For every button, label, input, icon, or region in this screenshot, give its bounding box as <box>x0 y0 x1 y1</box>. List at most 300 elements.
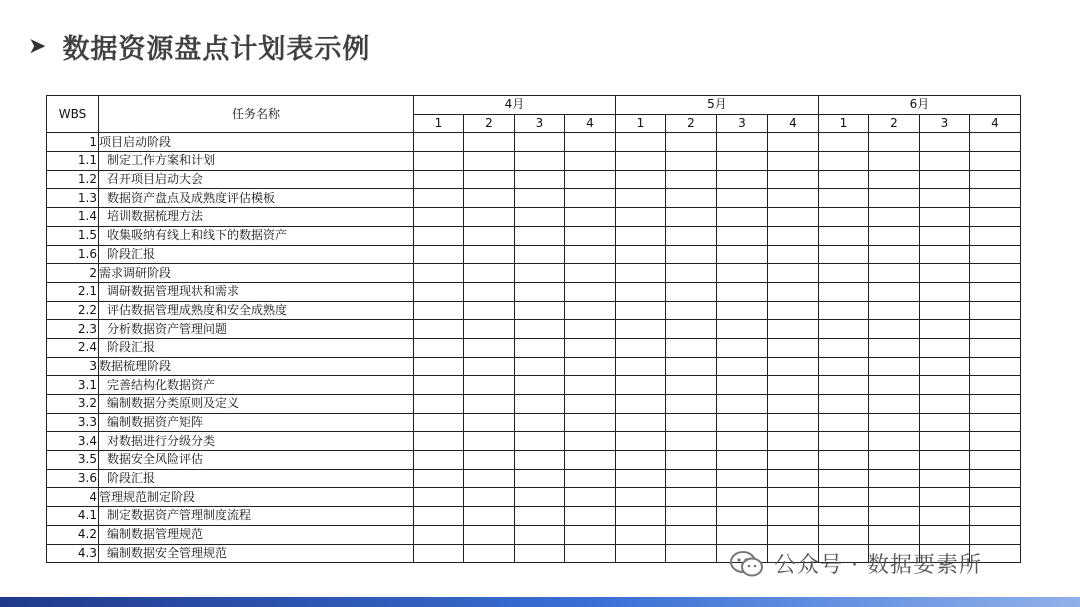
schedule-cell <box>565 282 616 301</box>
schedule-cell <box>920 395 970 414</box>
schedule-cell <box>565 133 616 152</box>
table-row <box>47 338 1021 357</box>
schedule-cell <box>616 525 666 544</box>
schedule-cell <box>616 226 666 245</box>
schedule-cell <box>717 301 768 320</box>
week-header: 2 <box>666 114 717 133</box>
schedule-cell <box>565 152 616 171</box>
schedule-cell <box>515 170 565 189</box>
schedule-cell <box>768 245 819 264</box>
week-header: 3 <box>717 114 768 133</box>
table-row <box>47 320 1021 339</box>
header-task-name: 任务名称 <box>99 96 414 133</box>
schedule-cell <box>717 208 768 227</box>
schedule-cell <box>616 376 666 395</box>
schedule-cell <box>970 264 1021 283</box>
schedule-cell <box>970 301 1021 320</box>
task-name-cell: 对数据进行分级分类 <box>99 432 414 451</box>
schedule-cell <box>565 208 616 227</box>
schedule-cell <box>414 413 464 432</box>
schedule-cell <box>515 208 565 227</box>
wbs-cell: 3.6 <box>47 469 99 488</box>
table-row <box>47 413 1021 432</box>
schedule-cell <box>666 282 717 301</box>
wbs-cell: 3.1 <box>47 376 99 395</box>
schedule-cell <box>414 469 464 488</box>
schedule-cell <box>414 189 464 208</box>
wbs-cell: 2.4 <box>47 338 99 357</box>
schedule-cell <box>768 320 819 339</box>
schedule-cell <box>616 451 666 470</box>
schedule-cell <box>768 170 819 189</box>
schedule-cell <box>515 395 565 414</box>
schedule-cell <box>717 320 768 339</box>
schedule-cell <box>970 451 1021 470</box>
schedule-cell <box>414 357 464 376</box>
schedule-cell <box>464 413 515 432</box>
table-row <box>47 282 1021 301</box>
schedule-cell <box>970 413 1021 432</box>
header-month-may: 5月 <box>616 96 819 115</box>
schedule-cell <box>666 544 717 563</box>
schedule-cell <box>819 525 869 544</box>
schedule-cell <box>565 189 616 208</box>
schedule-cell <box>970 133 1021 152</box>
schedule-cell <box>869 413 920 432</box>
schedule-cell <box>970 189 1021 208</box>
table-row <box>47 133 1021 152</box>
schedule-cell <box>717 376 768 395</box>
task-name-cell: 调研数据管理现状和需求 <box>99 282 414 301</box>
schedule-cell <box>515 301 565 320</box>
schedule-cell <box>666 525 717 544</box>
schedule-cell <box>666 152 717 171</box>
table-row <box>47 357 1021 376</box>
schedule-cell <box>768 208 819 227</box>
schedule-cell <box>515 488 565 507</box>
schedule-cell <box>970 208 1021 227</box>
header-month-apr: 4月 <box>414 96 616 115</box>
schedule-cell <box>970 245 1021 264</box>
schedule-cell <box>464 507 515 526</box>
schedule-cell <box>768 432 819 451</box>
week-header: 4 <box>970 114 1021 133</box>
schedule-cell <box>768 507 819 526</box>
schedule-cell <box>768 301 819 320</box>
schedule-cell <box>666 357 717 376</box>
schedule-cell <box>970 376 1021 395</box>
task-name-cell: 收集吸纳有线上和线下的数据资产 <box>99 226 414 245</box>
schedule-cell <box>515 338 565 357</box>
schedule-cell <box>515 376 565 395</box>
schedule-cell <box>970 282 1021 301</box>
schedule-cell <box>819 395 869 414</box>
schedule-cell <box>869 245 920 264</box>
schedule-cell <box>920 376 970 395</box>
schedule-cell <box>414 376 464 395</box>
watermark <box>730 548 982 579</box>
schedule-cell <box>869 488 920 507</box>
task-name-cell: 数据资产盘点及成熟度评估模板 <box>99 189 414 208</box>
schedule-cell <box>768 525 819 544</box>
table-row <box>47 488 1021 507</box>
schedule-cell <box>819 152 869 171</box>
schedule-cell <box>464 357 515 376</box>
schedule-cell <box>768 357 819 376</box>
schedule-cell <box>515 507 565 526</box>
schedule-cell <box>970 338 1021 357</box>
schedule-cell <box>414 152 464 171</box>
schedule-cell <box>768 133 819 152</box>
schedule-cell <box>666 432 717 451</box>
schedule-cell <box>414 320 464 339</box>
task-name-cell: 完善结构化数据资产 <box>99 376 414 395</box>
schedule-cell <box>414 507 464 526</box>
schedule-cell <box>869 170 920 189</box>
schedule-cell <box>819 208 869 227</box>
schedule-cell <box>414 170 464 189</box>
schedule-cell <box>717 338 768 357</box>
wbs-cell: 2.1 <box>47 282 99 301</box>
schedule-cell <box>970 525 1021 544</box>
schedule-cell <box>819 413 869 432</box>
table-row <box>47 451 1021 470</box>
schedule-cell <box>717 488 768 507</box>
schedule-cell <box>414 451 464 470</box>
schedule-cell <box>717 226 768 245</box>
schedule-cell <box>869 152 920 171</box>
schedule-cell <box>768 395 819 414</box>
schedule-cell <box>515 357 565 376</box>
schedule-cell <box>768 152 819 171</box>
schedule-cell <box>616 208 666 227</box>
schedule-cell <box>717 152 768 171</box>
schedule-cell <box>464 376 515 395</box>
schedule-cell <box>515 133 565 152</box>
schedule-cell <box>666 189 717 208</box>
schedule-cell <box>565 226 616 245</box>
schedule-cell <box>717 395 768 414</box>
schedule-cell <box>565 395 616 414</box>
table-row <box>47 469 1021 488</box>
schedule-cell <box>616 245 666 264</box>
schedule-cell <box>414 208 464 227</box>
wbs-cell: 4.3 <box>47 544 99 563</box>
schedule-cell <box>616 189 666 208</box>
schedule-cell <box>515 544 565 563</box>
schedule-cell <box>414 338 464 357</box>
schedule-cell <box>464 395 515 414</box>
schedule-cell <box>869 320 920 339</box>
schedule-cell <box>717 507 768 526</box>
arrow-bullet-icon: ➤ <box>28 33 47 59</box>
table-row <box>47 525 1021 544</box>
schedule-cell <box>464 320 515 339</box>
schedule-cell <box>565 488 616 507</box>
schedule-cell <box>768 488 819 507</box>
schedule-cell <box>515 525 565 544</box>
schedule-cell <box>666 395 717 414</box>
task-name-cell: 编制数据安全管理规范 <box>99 544 414 563</box>
schedule-cell <box>464 469 515 488</box>
schedule-cell <box>920 133 970 152</box>
schedule-cell <box>616 320 666 339</box>
schedule-cell <box>970 170 1021 189</box>
week-header: 3 <box>515 114 565 133</box>
wbs-cell: 1.1 <box>47 152 99 171</box>
schedule-cell <box>768 376 819 395</box>
schedule-cell <box>717 432 768 451</box>
schedule-cell <box>616 152 666 171</box>
table-row <box>47 376 1021 395</box>
plan-table-body <box>47 133 1021 563</box>
schedule-cell <box>920 264 970 283</box>
schedule-cell <box>970 488 1021 507</box>
schedule-cell <box>515 432 565 451</box>
schedule-cell <box>869 357 920 376</box>
schedule-cell <box>414 544 464 563</box>
schedule-cell <box>565 357 616 376</box>
schedule-cell <box>616 507 666 526</box>
task-name-cell: 评估数据管理成熟度和安全成熟度 <box>99 301 414 320</box>
task-name-cell: 编制数据管理规范 <box>99 525 414 544</box>
schedule-cell <box>464 152 515 171</box>
schedule-cell <box>464 208 515 227</box>
week-header: 2 <box>869 114 920 133</box>
table-row <box>47 432 1021 451</box>
wbs-cell: 3 <box>47 357 99 376</box>
schedule-cell <box>920 170 970 189</box>
schedule-cell <box>920 208 970 227</box>
schedule-cell <box>616 282 666 301</box>
task-name-cell: 制定工作方案和计划 <box>99 152 414 171</box>
schedule-cell <box>768 413 819 432</box>
schedule-cell <box>920 152 970 171</box>
schedule-cell <box>565 469 616 488</box>
schedule-cell <box>717 264 768 283</box>
wbs-cell: 3.4 <box>47 432 99 451</box>
schedule-cell <box>920 488 970 507</box>
schedule-cell <box>869 525 920 544</box>
schedule-cell <box>464 525 515 544</box>
wbs-cell: 3.5 <box>47 451 99 470</box>
schedule-cell <box>515 245 565 264</box>
schedule-cell <box>616 469 666 488</box>
schedule-cell <box>666 245 717 264</box>
schedule-cell <box>970 507 1021 526</box>
schedule-cell <box>920 189 970 208</box>
schedule-cell <box>768 451 819 470</box>
schedule-cell <box>515 320 565 339</box>
schedule-cell <box>666 320 717 339</box>
task-name-cell: 分析数据资产管理问题 <box>99 320 414 339</box>
schedule-cell <box>616 133 666 152</box>
schedule-cell <box>565 451 616 470</box>
task-name-cell: 培训数据梳理方法 <box>99 208 414 227</box>
schedule-cell <box>717 451 768 470</box>
wbs-cell: 1.5 <box>47 226 99 245</box>
wbs-cell: 1.2 <box>47 170 99 189</box>
week-header: 3 <box>920 114 970 133</box>
schedule-cell <box>464 282 515 301</box>
schedule-cell <box>414 525 464 544</box>
schedule-cell <box>869 301 920 320</box>
week-header: 4 <box>565 114 616 133</box>
table-row <box>47 245 1021 264</box>
schedule-cell <box>819 282 869 301</box>
schedule-cell <box>920 357 970 376</box>
task-name-cell: 编制数据资产矩阵 <box>99 413 414 432</box>
schedule-cell <box>869 189 920 208</box>
wbs-cell: 3.2 <box>47 395 99 414</box>
schedule-cell <box>920 301 970 320</box>
schedule-cell <box>970 320 1021 339</box>
schedule-cell <box>666 226 717 245</box>
schedule-cell <box>920 413 970 432</box>
schedule-cell <box>869 395 920 414</box>
schedule-cell <box>717 282 768 301</box>
schedule-cell <box>666 338 717 357</box>
schedule-cell <box>464 189 515 208</box>
schedule-cell <box>869 376 920 395</box>
schedule-cell <box>768 264 819 283</box>
schedule-cell <box>515 189 565 208</box>
wbs-cell: 2.3 <box>47 320 99 339</box>
schedule-cell <box>616 357 666 376</box>
schedule-cell <box>970 226 1021 245</box>
schedule-cell <box>717 170 768 189</box>
schedule-cell <box>414 432 464 451</box>
schedule-cell <box>768 469 819 488</box>
table-row <box>47 208 1021 227</box>
schedule-cell <box>565 507 616 526</box>
schedule-cell <box>666 413 717 432</box>
title-bar <box>28 26 370 66</box>
schedule-cell <box>565 264 616 283</box>
schedule-cell <box>414 245 464 264</box>
schedule-cell <box>515 152 565 171</box>
schedule-cell <box>515 282 565 301</box>
wbs-cell: 3.3 <box>47 413 99 432</box>
schedule-cell <box>819 451 869 470</box>
schedule-cell <box>616 301 666 320</box>
week-header: 1 <box>414 114 464 133</box>
schedule-cell <box>464 451 515 470</box>
schedule-cell <box>920 525 970 544</box>
schedule-cell <box>464 432 515 451</box>
schedule-cell <box>464 544 515 563</box>
schedule-cell <box>819 507 869 526</box>
table-row <box>47 264 1021 283</box>
task-name-cell: 数据梳理阶段 <box>99 357 414 376</box>
watermark-text: 公众号 · 数据要素所 <box>774 553 982 578</box>
schedule-cell <box>768 338 819 357</box>
schedule-cell <box>920 432 970 451</box>
schedule-cell <box>717 413 768 432</box>
schedule-cell <box>869 264 920 283</box>
wechat-icon <box>730 551 764 577</box>
schedule-cell <box>565 320 616 339</box>
schedule-cell <box>464 338 515 357</box>
schedule-cell <box>666 170 717 189</box>
schedule-cell <box>616 432 666 451</box>
schedule-cell <box>515 226 565 245</box>
task-name-cell: 编制数据分类原则及定义 <box>99 395 414 414</box>
week-header: 2 <box>464 114 515 133</box>
schedule-cell <box>515 451 565 470</box>
schedule-cell <box>768 189 819 208</box>
schedule-cell <box>920 507 970 526</box>
schedule-cell <box>565 170 616 189</box>
schedule-cell <box>464 133 515 152</box>
table-row <box>47 507 1021 526</box>
schedule-cell <box>666 133 717 152</box>
task-name-cell: 制定数据资产管理制度流程 <box>99 507 414 526</box>
schedule-cell <box>464 170 515 189</box>
schedule-cell <box>666 208 717 227</box>
schedule-cell <box>464 488 515 507</box>
schedule-cell <box>414 226 464 245</box>
wbs-cell: 4.1 <box>47 507 99 526</box>
task-name-cell: 数据安全风险评估 <box>99 451 414 470</box>
schedule-cell <box>464 226 515 245</box>
schedule-cell <box>666 301 717 320</box>
task-name-cell: 管理规范制定阶段 <box>99 488 414 507</box>
header-month-jun: 6月 <box>819 96 1021 115</box>
schedule-cell <box>970 432 1021 451</box>
schedule-cell <box>920 226 970 245</box>
schedule-cell <box>869 282 920 301</box>
schedule-cell <box>616 413 666 432</box>
schedule-cell <box>515 469 565 488</box>
schedule-cell <box>869 507 920 526</box>
week-header: 1 <box>616 114 666 133</box>
schedule-cell <box>666 451 717 470</box>
week-header: 4 <box>768 114 819 133</box>
schedule-cell <box>717 357 768 376</box>
schedule-cell <box>565 245 616 264</box>
schedule-cell <box>616 544 666 563</box>
schedule-cell <box>768 282 819 301</box>
schedule-cell <box>768 226 819 245</box>
schedule-cell <box>819 226 869 245</box>
schedule-cell <box>616 488 666 507</box>
schedule-cell <box>819 264 869 283</box>
wbs-cell: 1 <box>47 133 99 152</box>
schedule-cell <box>414 264 464 283</box>
schedule-cell <box>414 488 464 507</box>
schedule-cell <box>414 301 464 320</box>
table-row <box>47 189 1021 208</box>
schedule-cell <box>464 245 515 264</box>
schedule-cell <box>920 282 970 301</box>
schedule-cell <box>819 301 869 320</box>
schedule-cell <box>616 170 666 189</box>
schedule-cell <box>970 395 1021 414</box>
schedule-cell <box>869 133 920 152</box>
schedule-cell <box>869 338 920 357</box>
schedule-cell <box>819 488 869 507</box>
schedule-cell <box>920 338 970 357</box>
schedule-cell <box>666 376 717 395</box>
schedule-cell <box>717 245 768 264</box>
schedule-cell <box>970 469 1021 488</box>
header-wbs: WBS <box>47 96 99 133</box>
schedule-cell <box>819 357 869 376</box>
schedule-cell <box>869 469 920 488</box>
schedule-cell <box>819 133 869 152</box>
schedule-cell <box>565 376 616 395</box>
